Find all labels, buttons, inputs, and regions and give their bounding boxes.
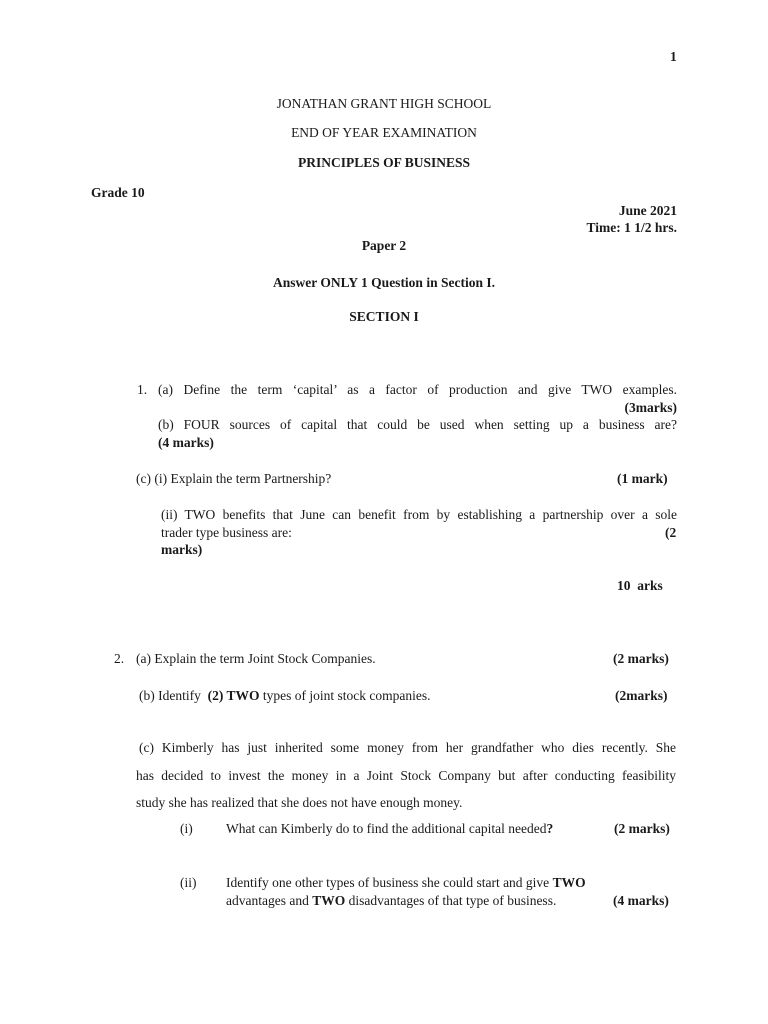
q2-c-line3: study she has realized that she does not have enough money.	[136, 795, 463, 810]
q1-b-text: (b) FOUR sources of capital that could be used when setting up a business are?	[158, 417, 677, 432]
grade-label: Grade 10	[91, 185, 145, 200]
q2-cii-number: (ii)	[180, 875, 197, 890]
q2-cii-line2	[226, 892, 556, 910]
q1-a-marks: (3marks)	[624, 400, 677, 415]
exam-title: END OF YEAR EXAMINATION	[291, 125, 477, 140]
q2-b-marks: (2marks)	[615, 688, 668, 703]
q2-ci-text	[226, 820, 553, 838]
q2-cii-marks: (4 marks)	[613, 893, 669, 908]
subject-title: PRINCIPLES OF BUSINESS	[297, 155, 471, 170]
q1-a-text: (a) Define the term ‘capital’ as a factor of production and give TWO examples.	[158, 382, 677, 397]
page-number: 1	[670, 49, 677, 64]
q2-b-prefix: (b) Identify	[139, 688, 205, 703]
q2-ci-number: (i)	[180, 821, 193, 836]
school-name: JONATHAN GRANT HIGH SCHOOL	[276, 96, 492, 111]
q2-cii-line1	[226, 874, 586, 892]
q2-a-marks: (2 marks)	[613, 651, 669, 666]
q2-a-text: (a) Explain the term Joint Stock Companies.	[136, 651, 376, 666]
q2-cii-line2-bold: TWO	[312, 893, 346, 908]
q2-cii-line1-bold: TWO	[552, 875, 586, 890]
instruction: Answer ONLY 1 Question in Section I.	[273, 275, 495, 290]
q2-ci-qmark: ?	[546, 821, 554, 836]
q2-cii-line1-prefix: Identify one other types of business she could start and give	[226, 875, 553, 890]
q1-total-marks: 10 arks	[617, 578, 663, 593]
section-title: SECTION I	[349, 309, 419, 324]
q1-b-marks: (4 marks)	[158, 435, 214, 450]
q2-b-bold: (2) TWO	[207, 688, 260, 703]
q2-ci-marks: (2 marks)	[614, 821, 670, 836]
q1-cii-marks-a: (2	[665, 525, 677, 540]
q1-cii-marks-b: marks)	[161, 542, 203, 557]
exam-date: June 2021	[618, 203, 677, 218]
q2-b-suffix: types of joint stock companies.	[259, 688, 431, 703]
q2-b-text	[139, 687, 430, 705]
q1-cii-line1: (ii) TWO benefits that June can benefit from by establishing a partnership over a sole	[161, 507, 677, 522]
q2-ci-question: What can Kimberly do to find the additional capital needed	[226, 821, 547, 836]
q2-c-line2: has decided to invest the money in a Joint Stock Company but after conducting feasibility	[136, 768, 676, 783]
q2-number: 2.	[114, 651, 125, 666]
q2-cii-line2-prefix: advantages and	[226, 893, 313, 908]
q1-number: 1.	[137, 382, 148, 397]
q2-cii-line2-suffix: disadvantages of that type of business.	[345, 893, 557, 908]
q1-ci-text: (c) (i) Explain the term Partnership?	[136, 471, 332, 486]
q1-ci-marks: (1 mark)	[617, 471, 668, 486]
q1-cii-line2: trader type business are:	[161, 525, 292, 540]
q2-c-line1: (c) Kimberly has just inherited some money from her grandfather who dies recently. She	[139, 740, 676, 755]
exam-time: Time: 1 1/2 hrs.	[586, 220, 677, 235]
paper-label: Paper 2	[361, 238, 407, 253]
